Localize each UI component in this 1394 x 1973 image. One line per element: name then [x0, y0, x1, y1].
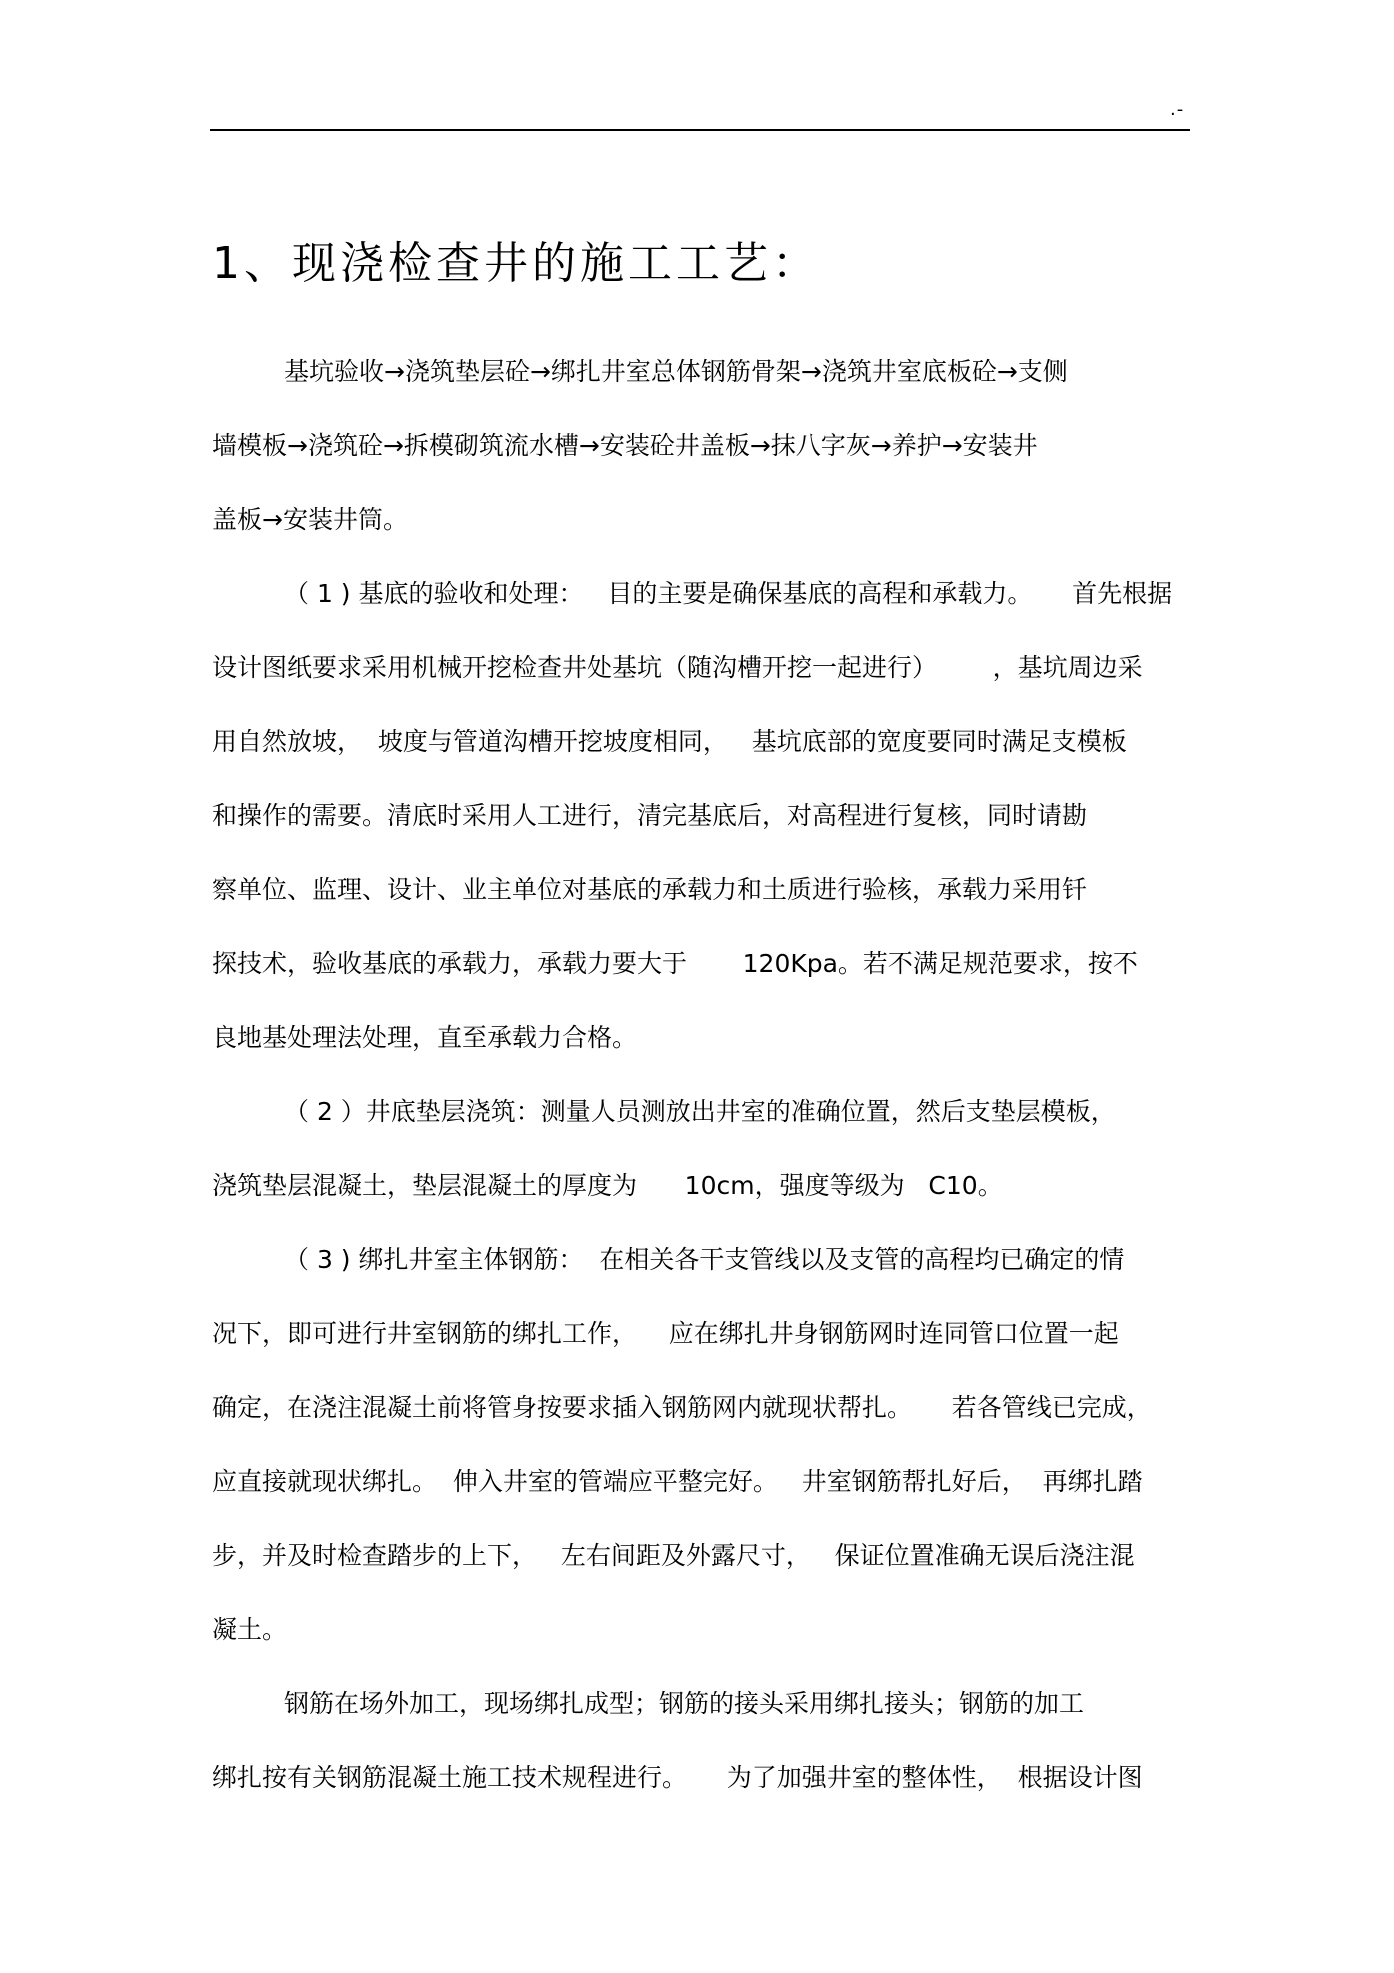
body-line-18: 凝土。: [212, 1615, 288, 1644]
section-title: 1、现浇检查井的施工工艺：: [212, 238, 820, 289]
body-line-8: 察单位、监理、设计、业主单位对基底的承载力和土质进行验核，承载力采用钎: [212, 875, 1088, 904]
body-line-20: 绑扎按有关钢筋混凝土施工技术规程进行。 为了加强井室的整体性， 根据设计图: [212, 1763, 1143, 1792]
body-line-2: 墙模板→浇筑砼→拆模砌筑流水槽→安装砼井盖板→抹八字灰→养护→安装井: [212, 431, 1038, 460]
body-line-3: 盖板→安装井筒。: [212, 505, 408, 534]
body-line-13: （ 3 ) 绑扎井室主体钢筋： 在相关各干支管线以及支管的高程均已确定的情: [284, 1245, 1125, 1274]
body-line-11: （ 2 ）井底垫层浇筑：测量人员测放出井室的准确位置，然后支垫层模板，: [284, 1097, 1116, 1126]
header-rule: [210, 129, 1190, 131]
body-line-12: 浇筑垫层混凝土，垫层混凝土的厚度为 10cm，强度等级为 C10。: [212, 1171, 1003, 1200]
body-line-17: 步，并及时检查踏步的上下， 左右间距及外露尺寸， 保证位置准确无误后浇注混: [212, 1541, 1135, 1570]
body-line-5: 设计图纸要求采用机械开挖检查井处基坑（随沟槽开挖一起进行） ，基坑周边采: [212, 653, 1143, 682]
header-mark: .-: [1170, 99, 1185, 120]
body-line-10: 良地基处理法处理，直至承载力合格。: [212, 1023, 638, 1052]
body-line-19: 钢筋在场外加工，现场绑扎成型；钢筋的接头采用绑扎接头；钢筋的加工: [284, 1689, 1085, 1718]
body-line-15: 确定，在浇注混凝土前将管身按要求插入钢筋网内就现状帮扎。 若各管线已完成，: [212, 1393, 1152, 1422]
body-line-7: 和操作的需要。清底时采用人工进行，清完基底后，对高程进行复核，同时请勘: [212, 801, 1088, 830]
body-line-4: （ 1 ) 基底的验收和处理： 目的主要是确保基底的高程和承载力。 首先根据: [284, 579, 1173, 608]
body-line-9: 探技术，验收基底的承载力，承载力要大于 120Kpa。若不满足规范要求，按不: [212, 949, 1138, 978]
body-line-14: 况下，即可进行井室钢筋的绑扎工作， 应在绑扎井身钢筋网时连同管口位置一起: [212, 1319, 1119, 1348]
body-line-1: 基坑验收→浇筑垫层砼→绑扎井室总体钢筋骨架→浇筑井室底板砼→支侧: [284, 357, 1068, 386]
body-line-6: 用自然放坡， 坡度与管道沟槽开挖坡度相同， 基坑底部的宽度要同时满足支模板: [212, 727, 1127, 756]
body-line-16: 应直接就现状绑扎。 伸入井室的管端应平整完好。 井室钢筋帮扎好后， 再绑扎踏: [212, 1467, 1143, 1496]
